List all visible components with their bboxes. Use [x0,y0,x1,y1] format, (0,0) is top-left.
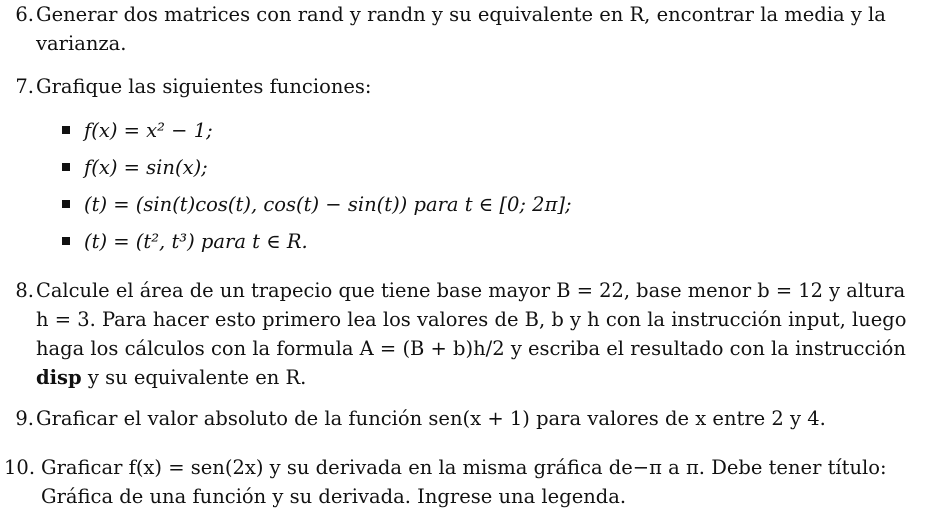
exercise-number: 7. [15,75,34,98]
exercise-text [36,72,906,101]
exercise-text [41,453,906,511]
text-line: h = 3. Para hacer esto primero lea los valores de B, b y h con la instrucción input, luego [36,308,907,331]
exercise-number: 8. [15,279,34,302]
function-text: (t) = (t², t³) para t ∈ R. [84,230,308,253]
bullet-icon [62,237,70,245]
text-line: Calcule el área de un trapecio que tiene base mayor B = 22, base menor b = 12 y altura [36,279,906,302]
exercise-number: 10. [4,456,36,479]
text-line: Gráfica de una función y su derivada. Ingrese una legenda. [41,485,627,508]
exercise-text [36,404,906,433]
list-item [62,227,308,257]
function-text: (t) = (sin(t)cos(t), cos(t) − sin(t)) para t ∈ [0; 2π]; [84,193,572,216]
exercise-text [36,276,906,392]
list-item [62,190,572,220]
text-line: haga los cálculos con la formula A = (B + b)h/2 y escriba el resultado con la instrucción [36,337,906,360]
list-item [62,153,208,183]
list-item [62,116,213,146]
bullet-icon [62,126,70,134]
text-line: varianza. [36,32,127,55]
text-line: Graficar el valor absoluto de la función sen(x + 1) para valores de x entre 2 y 4. [36,407,826,430]
function-text: f(x) = x² − 1; [84,119,213,142]
exercise-text [36,0,906,58]
exercise-number: 6. [15,3,34,26]
exercise-number: 9. [15,407,34,430]
text-line: Grafique las siguientes funciones: [36,75,372,98]
bullet-icon [62,200,70,208]
text-line [36,363,906,392]
text-line: Graficar f(x) = sen(2x) y su derivada en la misma gráfica de−π a π. Debe tener título: [41,456,887,479]
code-keyword: disp [36,366,82,389]
text-fragment: y su equivalente en R. [81,366,307,389]
function-text: f(x) = sin(x); [84,156,208,179]
bullet-icon [62,163,70,171]
text-line: Generar dos matrices con rand y randn y su equivalente en R, encontrar la media y la [36,3,886,26]
